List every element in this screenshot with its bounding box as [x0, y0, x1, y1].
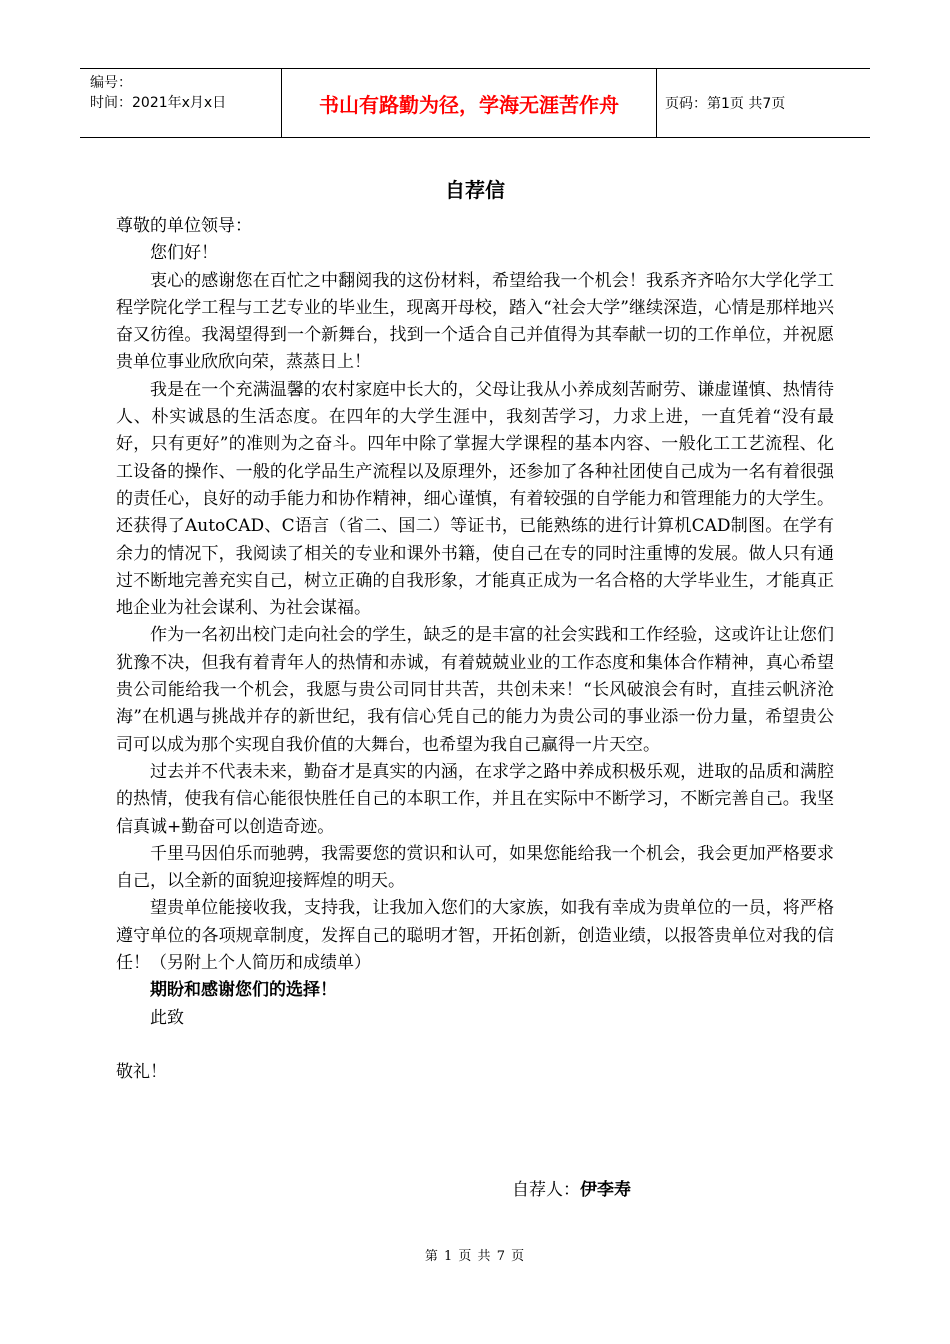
spacer	[116, 1032, 834, 1059]
salutation: 尊敬的单位领导：	[116, 216, 252, 236]
signer-label: 自荐人：	[512, 1180, 580, 1200]
number-label: 编号：	[90, 75, 132, 91]
date-label: 时间：2021年x月x日	[90, 95, 227, 111]
paragraph: 望贵单位能接收我，支持我，让我加入您们的大家族，如我有幸成为贵单位的一员，将严格遵守单位的各项规章制度，发挥自己的聪明才智，开拓创新，创造业绩，以报答贵单位对我的信任！（另附上个人简历和成绩单）	[116, 898, 834, 974]
signer-name: 伊李寿	[580, 1180, 631, 1200]
closing-bold: 期盼和感谢您们的选择！	[150, 980, 337, 1001]
header-left-cell	[80, 69, 282, 137]
closing: 此致	[150, 1007, 184, 1028]
paragraph: 衷心的感谢您在百忙之中翻阅我的这份材料，希望给我一个机会！我系齐齐哈尔大学化学工程学院化学工程与工艺专业的毕业生，现离开母校，踏入“社会大学”继续深造，心情是那样地兴奋又彷徨。我渴望得到一个新舞台，找到一个适合自己并值得为其奉献一切的工作单位，并祝愿贵单位事业欣欣向荣，蒸蒸日上！	[116, 270, 834, 373]
paragraph: 作为一名初出校门走向社会的学生，缺乏的是丰富的社会实践和工作经验，这或许让让您们犹豫不决，但我有着青年人的热情和赤诚，有着兢兢业业的工作态度和集体合作精神，真心希望贵公司能给我一个机会，我愿与贵公司同甘共苦，共创未来！“长风破浪会有时，直挂云帆济沧海”在机遇与挑战并存的新世纪，我有信心凭自己的能力为贵公司的事业添一份力量，希望贵公司可以成为那个实现自我价值的大舞台，也希望为我自己赢得一片天空。	[116, 625, 834, 755]
paragraph: 我是在一个充满温馨的农村家庭中长大的，父母让我从小养成刻苦耐劳、谦虚谨慎、热情待人、朴实诚恳的生活态度。在四年的大学生涯中，我刻苦学习，力求上进，一直凭着“没有最好，只有更好”的准则为之奋斗。四年中除了掌握大学课程的基本内容、一般化工工艺流程、化工设备的操作、一般的化学品生产流程以及原理外，还参加了各种社团使自己成为一名有着很强的责任心，良好的动手能力和协作精神，细心谨慎，有着较强的自学能力和管理能力的大学生。还获得了AutoCAD、C语言（省二、国二）等证书，已能熟练的进行计算机CAD制图。在学有余力的情况下，我阅读了相关的专业和课外书籍，使自己在专的同时注重博的发展。做人只有通过不断地完善充实自己，树立正确的自我形象，才能真正成为一名合格的大学毕业生，才能真正地企业为社会谋利、为社会谋福。	[116, 379, 834, 619]
letter-body	[116, 213, 834, 1086]
header-table	[80, 68, 870, 138]
greeting: 您们好！	[150, 243, 218, 264]
page-footer: 第 1 页 共 7 页	[424, 1249, 526, 1264]
regards: 敬礼！	[116, 1061, 167, 1082]
page-label: 页码：第1页 共7页	[665, 96, 786, 112]
page-title: 自荐信	[445, 178, 505, 202]
motto: 书山有路勤为径，学海无涯苦作舟	[282, 69, 657, 137]
paragraph: 过去并不代表未来，勤奋才是真实的内涵，在求学之路中养成积极乐观，进取的品质和满腔的热情，使我有信心能很快胜任自己的本职工作，并且在实际中不断学习，不断完善自己。我坚信真诚+勤奋可以创造奇迹。	[116, 761, 834, 837]
signer	[512, 1175, 631, 1200]
paragraph: 千里马因伯乐而驰骋，我需要您的赏识和认可，如果您能给我一个机会，我会更加严格要求自己，以全新的面貌迎接辉煌的明天。	[116, 843, 834, 892]
